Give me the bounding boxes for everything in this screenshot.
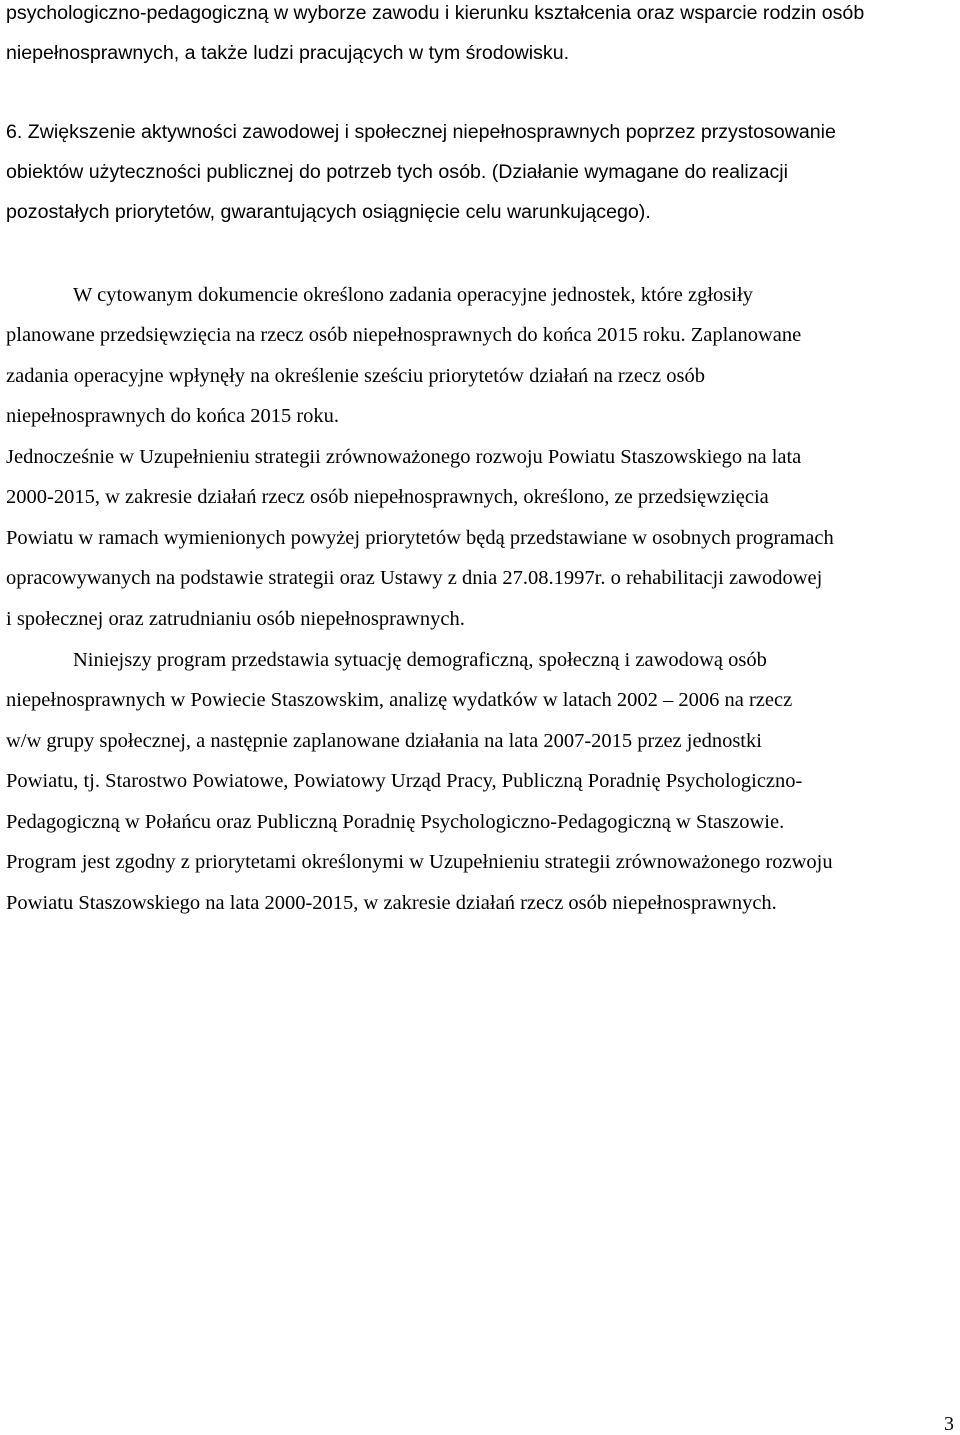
text-line: psychologiczno-pedagogiczną w wyborze zawodu i kierunku kształcenia oraz wsparcie rodzin osób: [6, 2, 865, 24]
text-line: niepełnosprawnych do końca 2015 roku.: [6, 405, 340, 427]
text-line: Powiatu, tj. Starostwo Powiatowe, Powiatowy Urząd Pracy, Publiczną Poradnię Psychologiczno-: [6, 770, 803, 792]
text-line: niepełnosprawnych w Powiecie Staszowskim, analizę wydatków w latach 2002 – 2006 na rzecz: [6, 689, 793, 711]
text-line: Program jest zgodny z priorytetami określonymi w Uzupełnieniu strategii zrównoważonego rozwoju: [6, 851, 833, 873]
text-line: Niniejszy program przedstawia sytuację demograficzną, społeczną i zawodową osób: [73, 649, 767, 671]
text-line: i społecznej oraz zatrudnianiu osób niepełnosprawnych.: [6, 608, 465, 630]
text-line: Jednocześnie w Uzupełnieniu strategii zrównoważonego rozwoju Powiatu Staszowskiego na lata: [6, 446, 802, 468]
text-line: pozostałych priorytetów, gwarantujących osiągnięcie celu warunkującego).: [6, 201, 651, 223]
text-line: Powiatu w ramach wymienionych powyżej priorytetów będą przedstawiane w osobnych programach: [6, 527, 834, 549]
text-line: opracowywanych na podstawie strategii oraz Ustawy z dnia 27.08.1997r. o rehabilitacji zawodowej: [6, 567, 823, 589]
text-line: obiektów użyteczności publicznej do potrzeb tych osób. (Działanie wymagane do realizacji: [6, 161, 788, 183]
text-line: w/w grupy społecznej, a następnie zaplanowane działania na lata 2007-2015 przez jednostki: [6, 730, 762, 752]
text-line: W cytowanym dokumencie określono zadania operacyjne jednostek, które zgłosiły: [73, 284, 753, 306]
text-line: 2000-2015, w zakresie działań rzecz osób niepełnosprawnych, określono, ze przedsięwzięcia: [6, 486, 769, 508]
text-line: zadania operacyjne wpłynęły na określenie sześciu priorytetów działań na rzecz osób: [6, 365, 705, 387]
text-line: niepełnosprawnych, a także ludzi pracujących w tym środowisku.: [6, 42, 570, 64]
page-number: 3: [944, 1413, 954, 1435]
text-line: 6. Zwiększenie aktywności zawodowej i społecznej niepełnosprawnych poprzez przystosowanie: [6, 121, 836, 143]
text-line: Powiatu Staszowskiego na lata 2000-2015, w zakresie działań rzecz osób niepełnosprawnych.: [6, 892, 777, 914]
text-line: planowane przedsięwzięcia na rzecz osób niepełnosprawnych do końca 2015 roku. Zaplanowane: [6, 324, 802, 346]
text-line: Pedagogiczną w Połańcu oraz Publiczną Poradnię Psychologiczno-Pedagogiczną w Staszowie.: [6, 811, 785, 833]
